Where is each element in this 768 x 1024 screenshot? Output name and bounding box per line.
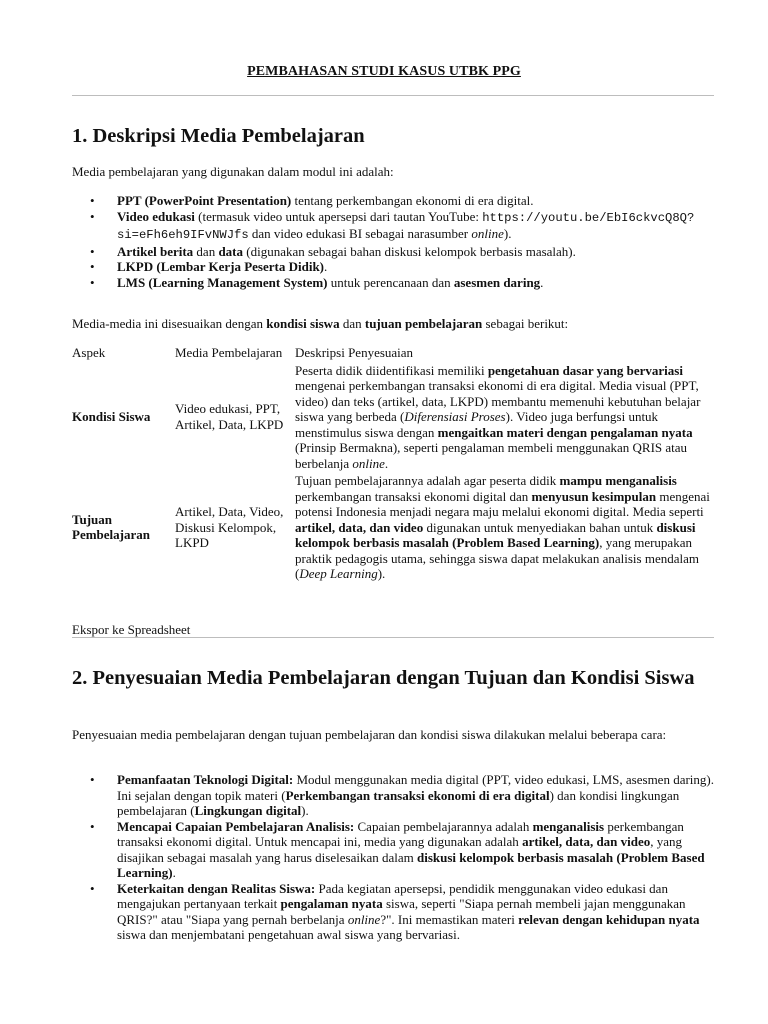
cell-media: Artikel, Data, Video, Diskusi Kelompok, LKPD xyxy=(175,504,284,550)
export-to-spreadsheet-link[interactable]: Ekspor ke Spreadsheet xyxy=(72,622,191,637)
table-row xyxy=(70,472,716,583)
cell-media: Video edukasi, PPT, Artikel, Data, LKPD xyxy=(175,401,284,432)
adjustment-list xyxy=(72,772,716,943)
section-1-heading: 1. Deskripsi Media Pembelajaran xyxy=(72,125,365,147)
section-2-intro: Penyesuaian media pembelajaran dengan tujuan pembelajaran dan kondisi siswa dilakukan melalui beberapa cara: xyxy=(72,727,667,742)
cell-aspect: Kondisi Siswa xyxy=(72,409,151,424)
horizontal-divider xyxy=(72,95,714,96)
list-item: • Pemanfaatan Teknologi Digital: Modul menggunakan media digital (PPT, video edukasi, LMS, asesmen daring). Ini sejalan dengan topik materi (Perkembangan transaksi ekonomi di era digital) dan kondisi lingkungan pembelajaran (Lingkungan digital). xyxy=(72,772,716,819)
section-1-intro: Media pembelajaran yang digunakan dalam modul ini adalah: xyxy=(72,164,394,179)
header-aspek: Aspek xyxy=(72,345,106,360)
youtube-link[interactable]: https://youtu.be/EbI6ckvcQ8Q?si=eFh6eh9IFvNWJfs xyxy=(117,210,695,242)
cell-aspect: Tujuan Pembelajaran xyxy=(72,511,150,543)
horizontal-divider xyxy=(72,637,714,638)
list-item: • Video edukasi (termasuk video untuk apersepsi dari tautan YouTube: https://youtu.be/EbI6ckvcQ8Q?si=eFh6eh9IFvNWJfs dan video edukasi BI sebagai narasumber online). xyxy=(72,209,716,244)
list-item: • Mencapai Capaian Pembelajaran Analisis: Capaian pembelajarannya adalah menganalisis perkembangan transaksi ekonomi digital. Untuk mencapai ini, media yang digunakan adalah artikel, data, dan video, yang disajikan sebagai masalah yang harus diselesaikan dalam diskusi kelompok berbasis masalah (Problem Based Learning). xyxy=(72,819,716,881)
cell-description: Peserta didik diidentifikasi memiliki pengetahuan dasar yang bervariasi mengenai perkembangan transaksi ekonomi di era digital. Media visual (PPT, video) dan teks (artikel, data, LKPD) membantu memenuhi kebutuhan belajar siswa yang berbeda (Diferensiasi Proses). Video juga berfungsi untuk menstimulus siswa dengan mengaitkan materi dengan pengalaman nyata (Prinsip Bermakna), seperti pengalaman membeli menggunakan QRIS atau berbelanja online. xyxy=(295,362,701,471)
media-list xyxy=(72,193,716,290)
media-table xyxy=(70,344,716,583)
header-deskripsi: Deskripsi Penyesuaian xyxy=(295,345,414,360)
table-intro: Media-media ini disesuaikan dengan kondisi siswa dan tujuan pembelajaran sebagai berikut: xyxy=(72,316,569,331)
list-item: • Artikel berita dan data (digunakan sebagai bahan diskusi kelompok berbasis masalah). xyxy=(72,244,716,260)
list-item: • LKPD (Lembar Kerja Peserta Didik). xyxy=(72,259,716,275)
table-row xyxy=(70,362,716,473)
table-header-row xyxy=(70,344,716,362)
document-title: PEMBAHASAN STUDI KASUS UTBK PPG xyxy=(247,64,521,79)
list-item: • LMS (Learning Management System) untuk perencanaan dan asesmen daring. xyxy=(72,275,716,291)
cell-description: Tujuan pembelajarannya adalah agar peserta didik mampu menganalisis perkembangan transaksi ekonomi digital dan menyusun kesimpulan mengenai potensi Indonesia menjadi negara maju melalui ekonomi digital. Media seperti artikel, data, dan video digunakan untuk menyediakan bahan untuk diskusi kelompok berbasis masalah (Problem Based Learning), yang merupakan praktik pedagogis utama, sehingga siswa dapat melakukan analisis mendalam (Deep Learning). xyxy=(295,473,710,581)
list-item: • PPT (PowerPoint Presentation) tentang perkembangan ekonomi di era digital. xyxy=(72,193,716,209)
section-2-heading: 2. Penyesuaian Media Pembelajaran dengan Tujuan dan Kondisi Siswa xyxy=(72,667,695,689)
header-media: Media Pembelajaran xyxy=(175,345,283,360)
list-item: • Keterkaitan dengan Realitas Siswa: Pada kegiatan apersepsi, pendidik menggunakan video edukasi dan mengajukan pertanyaan terkait pengalaman nyata siswa, seperti "Siapa pernah membeli jajan menggunakan QRIS?" atau "Siapa yang pernah berbelanja online?". Ini memastikan materi relevan dengan kehidupan nyata siswa dan menjembatani pengetahuan awal siswa yang bervariasi. xyxy=(72,881,716,943)
